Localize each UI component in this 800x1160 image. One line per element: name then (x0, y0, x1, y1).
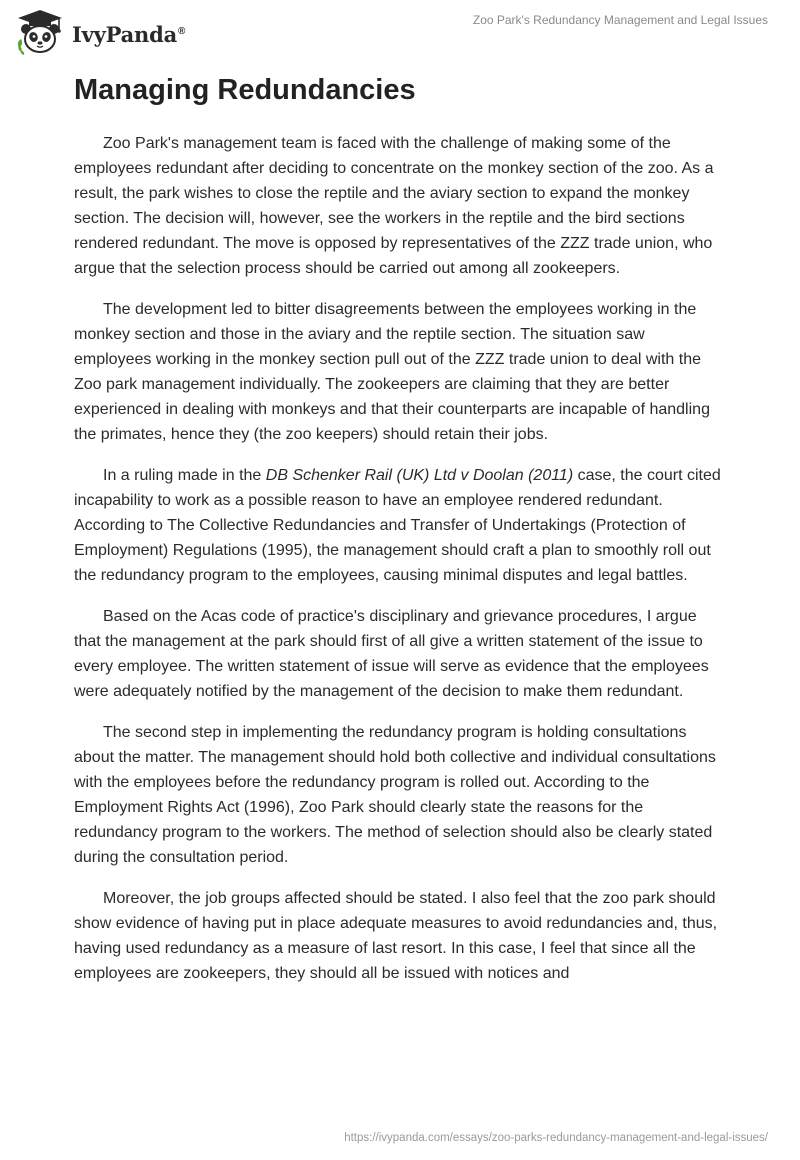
paragraph-text: The development led to bitter disagreements between the employees working in the monkey section and those in the aviary and the reptile section. The situation saw employees working in the monkey section pull out of the ZZZ trade union to deal with the Zoo park management individually. The zookeepers are claiming that they are better experienced in dealing with monkeys and that their counterparts are incapable of handling the primates, hence they (the zoo keepers) should retain their jobs. (74, 301, 710, 443)
source-url-link[interactable]: https://ivypanda.com/essays/zoo-parks-redundancy-management-and-legal-issues/ (344, 1132, 768, 1144)
section-heading: Managing Redundancies (74, 74, 416, 106)
document-title: Zoo Park's Redundancy Management and Legal Issues (472, 13, 768, 27)
paragraph-3 (74, 463, 726, 588)
paragraph-text: Moreover, the job groups affected should be stated. I also feel that the zoo park should show evidence of having put in place adequate measures to avoid redundancies and, thus, having used redundancy as a measure of last resort. In this case, I feel that since all the employees are zookeepers, they should all be issued with notices and (74, 890, 718, 982)
paragraph-text: In a ruling made in the (103, 467, 266, 484)
paragraph-5 (74, 720, 726, 870)
essay-body (74, 131, 726, 1002)
case-citation: DB Schenker Rail (UK) Ltd v Doolan (2011) (265, 467, 574, 484)
paragraph-text: case, the court cited incapability to work as a possible reason to have an employee rendered redundant. According to The Collective Redundancies and Transfer of Undertakings (Protection of Employment) Regulations (1995), the management should craft a plan to smoothly roll out the redundancy program to the employees, causing minimal disputes and legal battles. (74, 467, 721, 584)
paragraph-1 (74, 131, 726, 281)
paragraph-4 (74, 604, 726, 704)
registered-mark: ® (178, 25, 186, 37)
brand-name: IvyPanda® (72, 21, 186, 47)
paragraph-text: Based on the Acas code of practice's disciplinary and grievance procedures, I argue that the management at the park should first of all give a written statement of the issue to every employee. The written statement of issue will serve as evidence that the employees were adequately notified by the management of the decision to make them redundant. (74, 608, 709, 700)
paragraph-text: Zoo Park's management team is faced with the challenge of making some of the employees redundant after deciding to concentrate on the monkey section of the zoo. As a result, the park wishes to close the reptile and the aviary section to expand the monkey section. The decision will, however, see the workers in the reptile and the bird sections rendered redundant. The move is opposed by representatives of the ZZZ trade union, who argue that the selection process should be carried out among all zookeepers. (74, 135, 714, 277)
panda-graduate-logo-icon (14, 8, 66, 58)
paragraph-2 (74, 297, 726, 447)
page-header (0, 0, 800, 60)
paragraph-6 (74, 886, 726, 986)
brand-logo-link[interactable] (14, 8, 185, 58)
paragraph-text: The second step in implementing the redundancy program is holding consultations about the matter. The management should hold both collective and individual consultations with the employees before the redundancy program is rolled out. According to the Employment Rights Act (1996), Zoo Park should clearly state the reasons for the redundancy program to the workers. The method of selection should also be clearly stated during the consultation period. (74, 724, 716, 866)
